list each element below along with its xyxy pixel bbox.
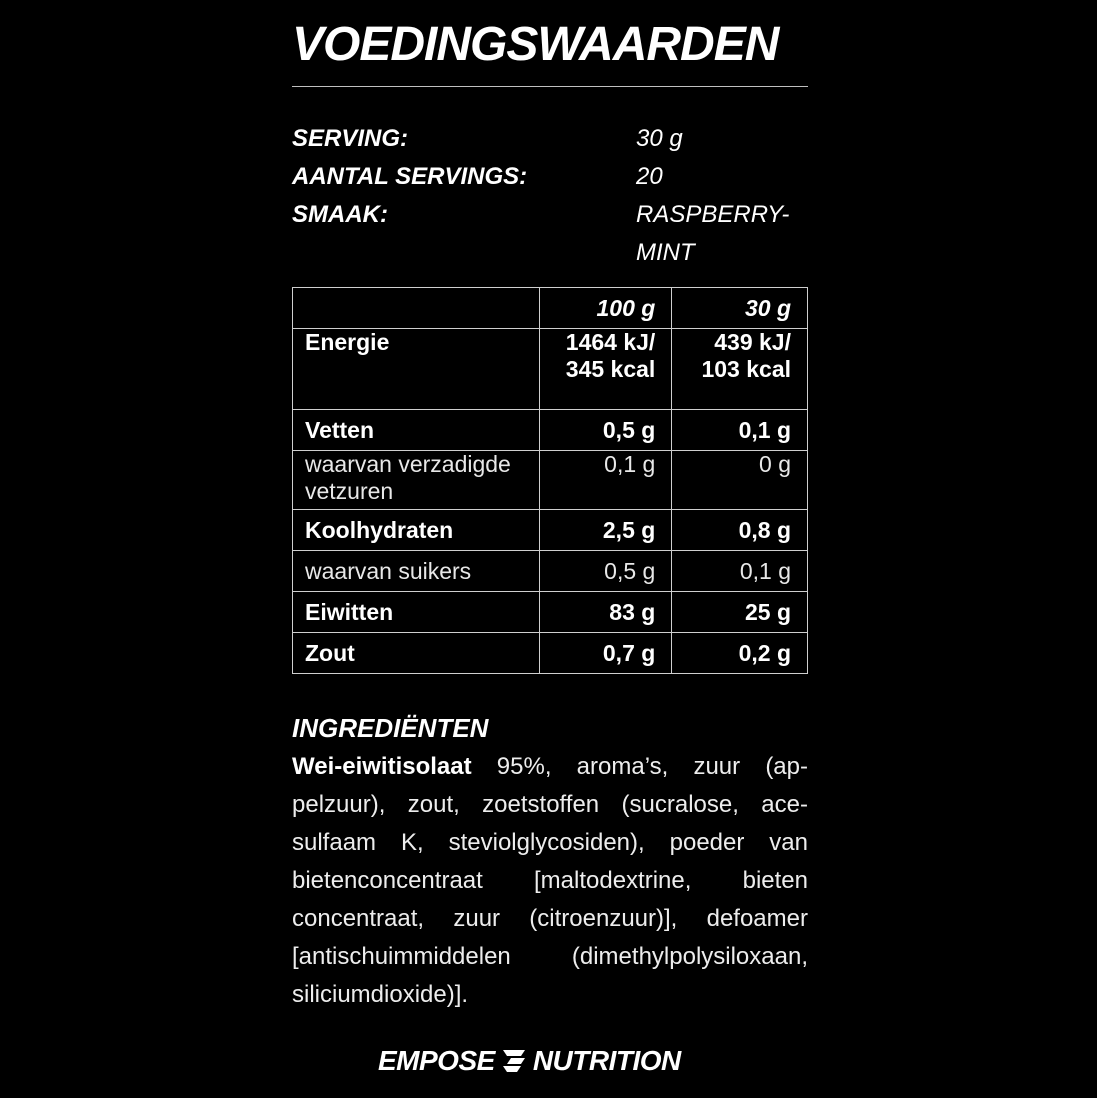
value-line: 345 kcal [565,356,656,382]
header-per-100g: 100 g [539,288,672,329]
value-per-100g: 0,5 g [539,551,672,592]
header-per-serving: 30 g [672,288,808,329]
serving-label: SERVING: [292,125,409,152]
nutrient-name [293,451,540,510]
brand-name-right: NUTRITION [532,1045,681,1076]
table-row-saturated-fat [293,451,808,510]
value-per-serving: 0,8 g [672,510,808,551]
brand-name-left: EMPOSE [378,1045,495,1076]
value-per-100g: 0,7 g [539,633,672,674]
value-per-100g: 0,5 g [539,410,672,451]
name-line: vetzuren [305,478,394,504]
name-line: waarvan verzadigde [305,451,511,477]
nutrient-name: Koolhydraten [293,510,540,551]
servings-count-value: 20 [636,163,663,190]
value-per-100g [539,329,672,410]
value-line: 439 kJ/ [714,329,791,355]
servings-count-label: AANTAL SERVINGS: [292,163,528,190]
info-row-flavor [292,196,808,272]
value-per-serving: 0,1 g [672,551,808,592]
info-row-servings-count [292,158,808,196]
flavor-value-line1: RASPBERRY- [636,201,790,228]
serving-value: 30 g [636,125,683,152]
flavor-value [636,196,808,272]
value-per-serving: 0 g [672,451,808,510]
table-row-fat [293,410,808,451]
nutrition-panel [292,18,808,1008]
nutrient-name: waarvan suikers [293,551,540,592]
value-per-serving [672,329,808,410]
title-divider [292,86,808,87]
value-line: 1464 kJ/ [565,329,656,355]
table-row-sugars [293,551,808,592]
value-per-100g: 83 g [539,592,672,633]
flavor-label: SMAAK: [292,201,388,228]
table-row-energy [293,329,808,410]
value-per-100g: 0,1 g [539,451,672,510]
ingredients-rest: 95%, aroma’s, zuur (appelzuur), zout, zoetstoffen (sucralose, acesulfaam K, steviolglycosiden), poeder van bietenconcentraat [maltodextrine, bieten concentraat, zuur (citroenzuur)], defoamer [antischuimmiddelen (dimethylpolysiloxaan, siliciumdioxide)]. [292,753,808,1008]
page-title: VOEDINGSWAARDEN [292,18,779,71]
table-header-row [293,288,808,329]
value-per-serving: 0,1 g [672,410,808,451]
value-per-100g: 2,5 g [539,510,672,551]
ingredients-text [292,748,808,1014]
table-row-protein [293,592,808,633]
table-row-carbohydrates [293,510,808,551]
nutrient-name: Eiwitten [293,592,540,633]
empose-logo-icon [499,1046,529,1076]
nutrition-table [292,287,808,674]
ingredients-section [292,712,808,1014]
header-empty [293,288,540,329]
nutrient-name: Vetten [293,410,540,451]
serving-info [292,120,808,272]
nutrient-name: Energie [293,329,540,410]
value-per-serving: 25 g [672,592,808,633]
nutrient-name: Zout [293,633,540,674]
brand-logo [378,1044,681,1078]
ingredients-main: Wei-eiwitisolaat [292,753,472,780]
info-row-serving [292,120,808,158]
ingredients-title: INGREDIËNTEN [292,713,489,743]
flavor-value-line2: MINT [636,239,695,266]
value-per-serving: 0,2 g [672,633,808,674]
table-row-salt [293,633,808,674]
value-line: 103 kcal [701,356,791,382]
